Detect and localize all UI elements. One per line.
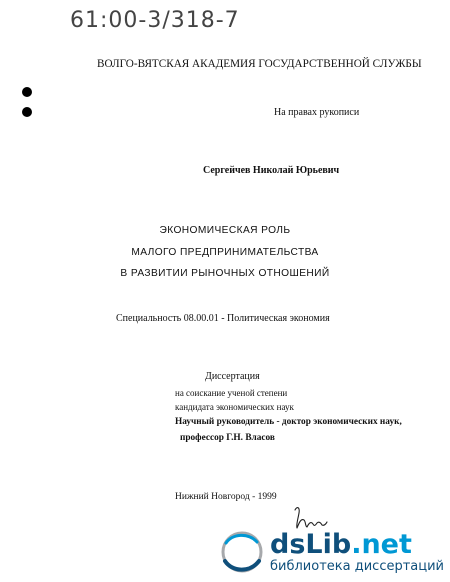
dslib-brand-suffix: .net — [351, 529, 412, 560]
author-name: Сергейчев Николай Юрьевич — [203, 165, 340, 176]
binder-hole-bottom — [22, 107, 32, 117]
specialty: Специальность 08.00.01 - Политическая экономия — [116, 313, 330, 324]
academy-name: ВОЛГО-ВЯТСКАЯ АКАДЕМИЯ ГОСУДАРСТВЕННОЙ СЛУЖБЫ — [97, 58, 422, 70]
place-and-year: Нижний Новгород - 1999 — [175, 492, 277, 502]
binder-hole-top — [22, 87, 32, 97]
title-line-2: МАЛОГО ПРЕДПРИНИМАТЕЛЬСТВА — [131, 247, 319, 258]
dissertation-degree: кандидата экономических наук — [175, 402, 294, 412]
dslib-watermark-logo — [216, 531, 444, 576]
dissertation-purpose: на соискание ученой степени — [175, 388, 288, 398]
dslib-brand — [270, 531, 444, 558]
dslib-ring-icon — [216, 531, 264, 575]
handwritten-signature — [293, 505, 329, 531]
title-line-3: В РАЗВИТИИ РЫНОЧНЫХ ОТНОШЕНИЙ — [120, 268, 330, 279]
dslib-brand-prefix: dsLib — [270, 529, 352, 560]
dissertation-label: Диссертация — [205, 371, 260, 382]
supervisor-name: профессор Г.Н. Власов — [180, 433, 275, 443]
manuscript-note: На правах рукописи — [274, 107, 360, 118]
scientific-supervisor: Научный руководитель - доктор экономических наук, — [175, 417, 402, 427]
dslib-subtitle: библиотека диссертаций — [270, 559, 444, 574]
title-line-1: ЭКОНОМИЧЕСКАЯ РОЛЬ — [159, 225, 291, 236]
handwritten-archive-code: 61:00-3/318-7 — [70, 8, 240, 33]
